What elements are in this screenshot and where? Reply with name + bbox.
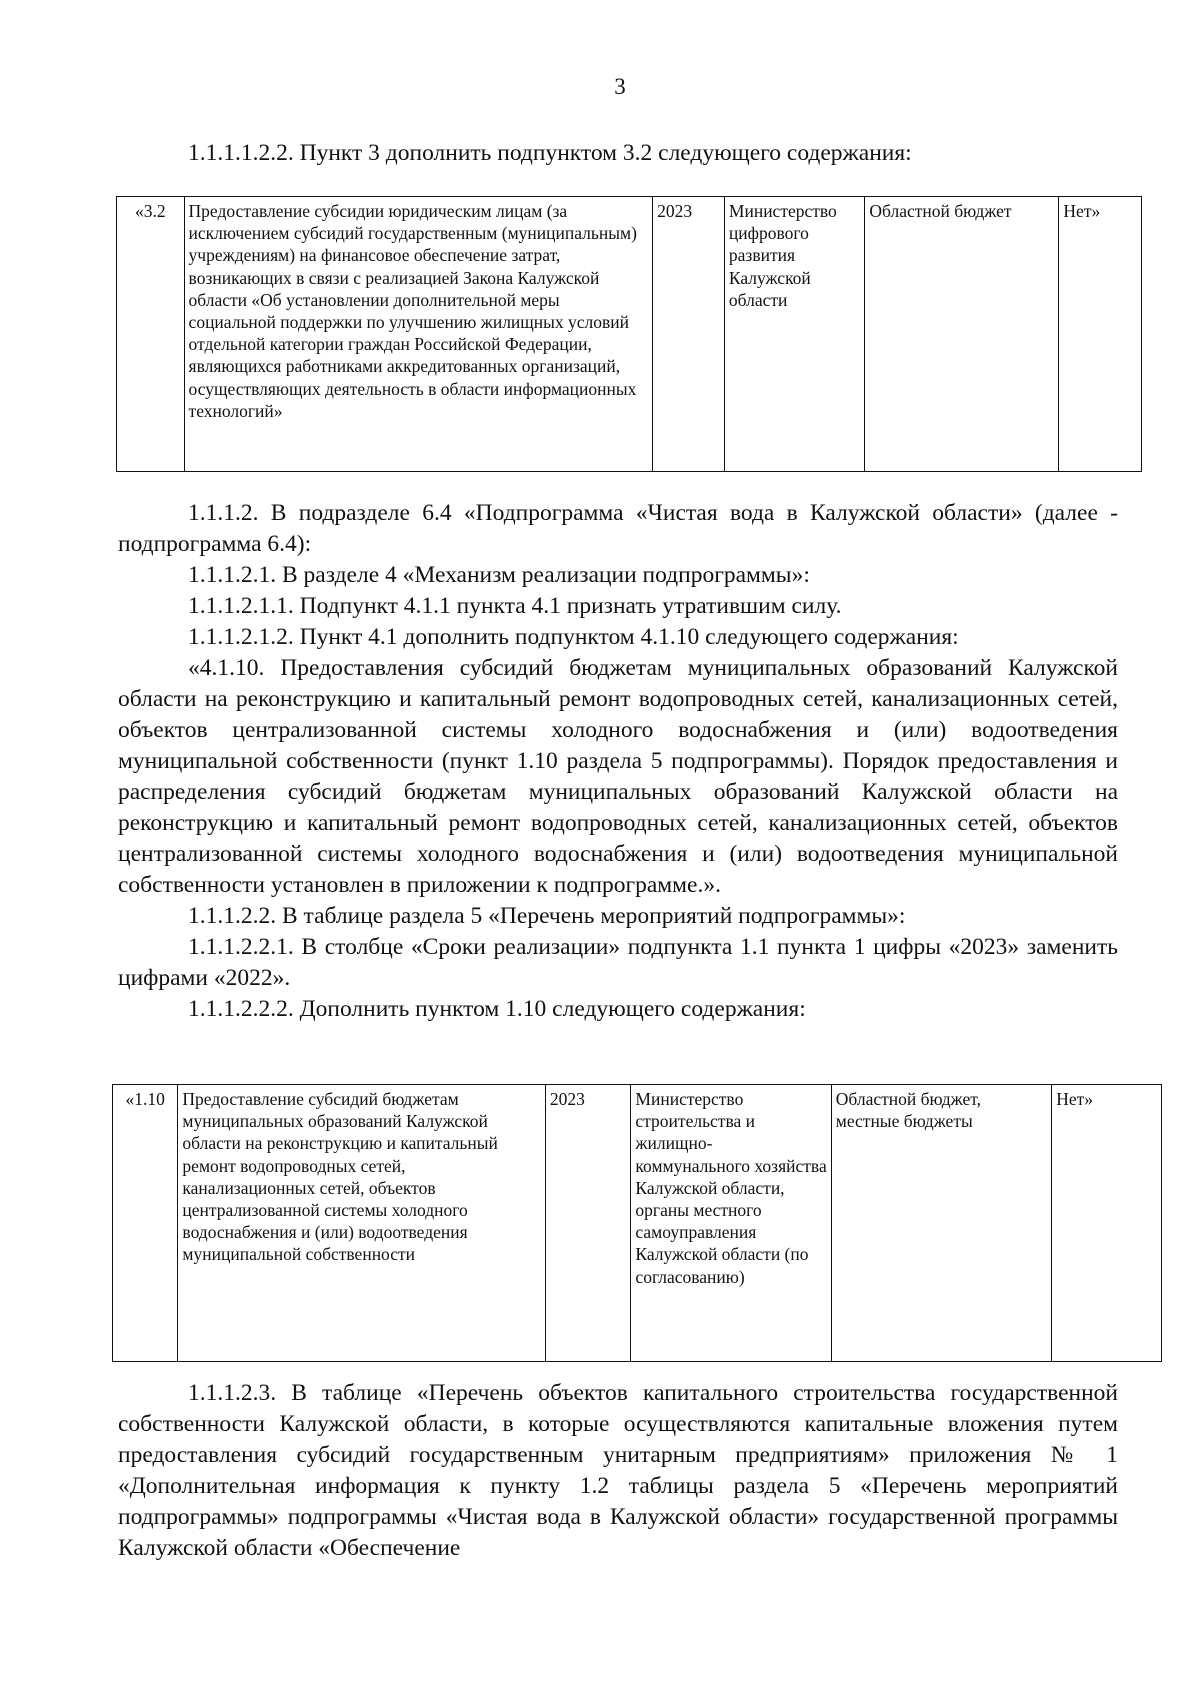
page-number: 3 — [614, 74, 626, 99]
paragraph-1-1-1-2-3: 1.1.1.2.3. В таблице «Перечень объектов капитального строительства государственной собственности Калужской области, в которые осуществляются капитальные вложения путем предоставления субсидий государственным унитарным предприятиям» приложения № 1 «Дополнительная информация к пункту 1.2 таблицы раздела 5 «Перечень мероприятий подпрограммы» подпрограммы «Чистая вода в Калужской области» государственной программы Калужской области «Обеспечение — [118, 1380, 1118, 1561]
table-row — [113, 1085, 1162, 1362]
paragraph-amend-3-2-intro: 1.1.1.1.2.2. Пункт 3 дополнить подпунктом 3.2 следующего содержания: — [188, 140, 912, 166]
paragraph-4-1-10: «4.1.10. Предоставления субсидий бюджетам муниципальных образований Калужской области на реконструкцию и капитальный ремонт водопроводных сетей, канализационных сетей, объектов централизованной системы холодного водоснабжения и (или) водоотведения муниципальной собственности (пункт 1.10 раздела 5 подпрограммы). Порядок предоставления и распределения субсидий бюджетам муниципальных образований Калужской области на реконструкцию и капитальный ремонт водопроводных сетей, канализационных сетей, объектов централизованной системы холодного водоснабжения и (или) водоотведения муниципальной собственности установлен в приложении к подпрограмме.». — [118, 655, 1118, 898]
table-cell-flag: Нет» — [1052, 1085, 1162, 1362]
table-cell-executor: Министерство цифрового развития Калужской области — [724, 197, 864, 472]
amendment-table-3-2 — [116, 196, 1142, 472]
table-cell-executor: Министерство строительства и жилищно-коммунального хозяйства Калужской области, органы местного самоуправления Калужской области (по согласованию) — [631, 1085, 831, 1362]
table-cell-flag: Нет» — [1059, 197, 1142, 472]
table-cell-funding-source: Областной бюджет, местные бюджеты — [831, 1085, 1051, 1362]
amendment-table-1-10 — [112, 1084, 1162, 1362]
paragraph-1-1-1-2-1: 1.1.1.2.1. В разделе 4 «Механизм реализации подпрограммы»: — [188, 562, 810, 588]
table-cell-year: 2023 — [653, 197, 725, 472]
paragraph-1-1-1-2-2-2: 1.1.1.2.2.2. Дополнить пунктом 1.10 следующего содержания: — [188, 996, 806, 1022]
table-cell-funding-source: Областной бюджет — [865, 197, 1059, 472]
table-cell-year: 2023 — [545, 1085, 631, 1362]
table-cell-number: «3.2 — [117, 197, 185, 472]
table-cell-description: Предоставление субсидии юридическим лицам (за исключением субсидий государственным (муниципальным) учреждениям) на финансовое обеспечение затрат, возникающих в связи с реализацией Закона Калужской области «Об установлении дополнительной меры социальной поддержки по улучшению жилищных условий отдельной категории граждан Российской Федерации, являющихся работниками аккредитованных организаций, осуществляющих деятельность в области информационных технологий» — [184, 197, 653, 472]
paragraph-1-1-1-2: 1.1.1.2. В подразделе 6.4 «Подпрограмма «Чистая вода в Калужской области» (далее - подпрограмма 6.4): — [118, 500, 1118, 557]
paragraph-1-1-1-2-1-2: 1.1.1.2.1.2. Пункт 4.1 дополнить подпунктом 4.1.10 следующего содержания: — [188, 624, 959, 650]
paragraph-1-1-1-2-1-1: 1.1.1.2.1.1. Подпункт 4.1.1 пункта 4.1 признать утратившим силу. — [188, 593, 842, 619]
paragraph-1-1-1-2-2: 1.1.1.2.2. В таблице раздела 5 «Перечень мероприятий подпрограммы»: — [188, 903, 906, 929]
table-cell-number: «1.10 — [113, 1085, 178, 1362]
paragraph-1-1-1-2-2-1: 1.1.1.2.2.1. В столбце «Сроки реализации» подпункта 1.1 пункта 1 цифры «2023» заменить цифрами «2022». — [118, 934, 1118, 991]
table-row — [117, 197, 1142, 472]
table-cell-description: Предоставление субсидий бюджетам муниципальных образований Калужской области на реконструкцию и капитальный ремонт водопроводных сетей, канализационных сетей, объектов централизованной системы холодного водоснабжения и (или) водоотведения муниципальной собственности — [178, 1085, 545, 1362]
